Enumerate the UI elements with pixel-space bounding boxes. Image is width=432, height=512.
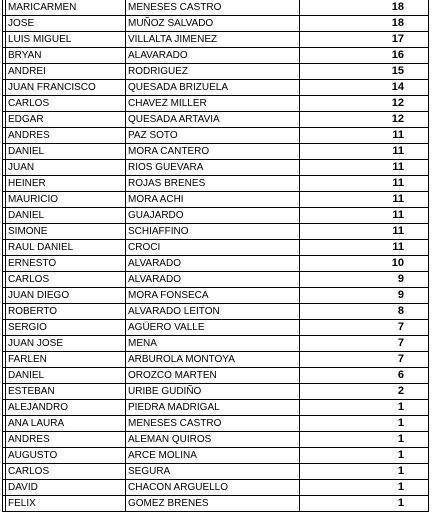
- last-name-cell[interactable]: MENESES CASTRO: [126, 416, 300, 432]
- table-row: [3, 384, 429, 400]
- score-cell[interactable]: 10: [300, 256, 429, 272]
- first-name-cell[interactable]: MARICARMEN: [6, 0, 126, 16]
- last-name-cell[interactable]: MORA CANTERO: [126, 144, 300, 160]
- first-name-cell[interactable]: HEINER: [6, 176, 126, 192]
- score-cell[interactable]: 17: [300, 32, 429, 48]
- table-row: [3, 80, 429, 96]
- last-name-cell[interactable]: MORA FONSECA: [126, 288, 300, 304]
- score-cell[interactable]: 11: [300, 176, 429, 192]
- score-cell[interactable]: 1: [300, 416, 429, 432]
- last-name-cell[interactable]: CHAVEZ MILLER: [126, 96, 300, 112]
- last-name-cell[interactable]: CHACON ARGUELLO: [126, 480, 300, 496]
- table-row: [3, 224, 429, 240]
- first-name-cell[interactable]: JUAN: [6, 160, 126, 176]
- table-row: [3, 304, 429, 320]
- last-name-cell[interactable]: VILLALTA JIMENEZ: [126, 32, 300, 48]
- last-name-cell[interactable]: SEGURA: [126, 464, 300, 480]
- last-name-cell[interactable]: MUÑOZ SALVADO: [126, 16, 300, 32]
- first-name-cell[interactable]: LUIS MIGUEL: [6, 32, 126, 48]
- last-name-cell[interactable]: ALVARADO: [126, 272, 300, 288]
- table-row: [3, 144, 429, 160]
- score-cell[interactable]: 11: [300, 208, 429, 224]
- last-name-cell[interactable]: QUESADA ARTAVIA: [126, 112, 300, 128]
- score-cell[interactable]: 2: [300, 384, 429, 400]
- first-name-cell[interactable]: MAURICIO: [6, 192, 126, 208]
- score-cell[interactable]: 12: [300, 112, 429, 128]
- first-name-cell[interactable]: DANIEL: [6, 144, 126, 160]
- score-cell[interactable]: 11: [300, 128, 429, 144]
- last-name-cell[interactable]: ROJAS BRENES: [126, 176, 300, 192]
- score-cell[interactable]: 11: [300, 240, 429, 256]
- first-name-cell[interactable]: CARLOS: [6, 96, 126, 112]
- first-name-cell[interactable]: JOSE: [6, 16, 126, 32]
- first-name-cell[interactable]: JUAN FRANCISCO: [6, 80, 126, 96]
- first-name-cell[interactable]: JUAN JOSE: [6, 336, 126, 352]
- last-name-cell[interactable]: ALVARADO LEITON: [126, 304, 300, 320]
- score-cell[interactable]: 15: [300, 64, 429, 80]
- last-name-cell[interactable]: RIOS GUEVARA: [126, 160, 300, 176]
- table-row: [3, 272, 429, 288]
- score-cell[interactable]: 1: [300, 448, 429, 464]
- table-row: [3, 128, 429, 144]
- last-name-cell[interactable]: ARBUROLA MONTOYA: [126, 352, 300, 368]
- first-name-cell[interactable]: RAUL DANIEL: [6, 240, 126, 256]
- score-cell[interactable]: 11: [300, 224, 429, 240]
- table-row: [3, 496, 429, 512]
- score-cell[interactable]: 8: [300, 304, 429, 320]
- last-name-cell[interactable]: CROCI: [126, 240, 300, 256]
- first-name-cell[interactable]: BRYAN: [6, 48, 126, 64]
- first-name-cell[interactable]: ANDRES: [6, 128, 126, 144]
- last-name-cell[interactable]: AGÜERO VALLE: [126, 320, 300, 336]
- last-name-cell[interactable]: MORA ACHI: [126, 192, 300, 208]
- table-row: [3, 64, 429, 80]
- score-cell[interactable]: 1: [300, 432, 429, 448]
- first-name-cell[interactable]: CARLOS: [6, 272, 126, 288]
- table-row: [3, 48, 429, 64]
- table-row: [3, 400, 429, 416]
- first-name-cell[interactable]: EDGAR: [6, 112, 126, 128]
- table-row: [3, 320, 429, 336]
- last-name-cell[interactable]: SCHIAFFINO: [126, 224, 300, 240]
- first-name-cell[interactable]: ROBERTO: [6, 304, 126, 320]
- table-row: [3, 416, 429, 432]
- table-row: [3, 432, 429, 448]
- last-name-cell[interactable]: MENA: [126, 336, 300, 352]
- first-name-cell[interactable]: ERNESTO: [6, 256, 126, 272]
- first-name-cell[interactable]: ESTEBAN: [6, 384, 126, 400]
- score-cell[interactable]: 6: [300, 368, 429, 384]
- score-cell[interactable]: 9: [300, 272, 429, 288]
- score-cell[interactable]: 11: [300, 160, 429, 176]
- score-cell[interactable]: 1: [300, 496, 429, 512]
- table-row: [3, 368, 429, 384]
- score-cell[interactable]: 9: [300, 288, 429, 304]
- table-row: [3, 32, 429, 48]
- table-row: [3, 288, 429, 304]
- table-body: [3, 0, 429, 512]
- first-name-cell[interactable]: ANDREI: [6, 64, 126, 80]
- first-name-cell[interactable]: FARLEN: [6, 352, 126, 368]
- score-cell[interactable]: 1: [300, 464, 429, 480]
- score-cell[interactable]: 18: [300, 0, 429, 16]
- first-name-cell[interactable]: JUAN DIEGO: [6, 288, 126, 304]
- last-name-cell[interactable]: ALAVARADO: [126, 48, 300, 64]
- score-cell[interactable]: 11: [300, 192, 429, 208]
- table-row: [3, 176, 429, 192]
- score-cell[interactable]: 11: [300, 144, 429, 160]
- last-name-cell[interactable]: GOMEZ BRENES: [126, 496, 300, 512]
- score-cell[interactable]: 7: [300, 320, 429, 336]
- table-row: [3, 0, 429, 16]
- table-row: [3, 480, 429, 496]
- table-row: [3, 16, 429, 32]
- score-cell[interactable]: 16: [300, 48, 429, 64]
- table-row: [3, 448, 429, 464]
- score-cell[interactable]: 1: [300, 480, 429, 496]
- first-name-cell[interactable]: DANIEL: [6, 208, 126, 224]
- last-name-cell[interactable]: PAZ SOTO: [126, 128, 300, 144]
- last-name-cell[interactable]: PIEDRA MADRIGAL: [126, 400, 300, 416]
- last-name-cell[interactable]: MENESES CASTRO: [126, 0, 300, 16]
- first-name-cell[interactable]: ALEJANDRO: [6, 400, 126, 416]
- first-name-cell[interactable]: FELIX: [6, 496, 126, 512]
- first-name-cell[interactable]: SERGIO: [6, 320, 126, 336]
- last-name-cell[interactable]: QUESADA BRIZUELA: [126, 80, 300, 96]
- score-cell[interactable]: 7: [300, 352, 429, 368]
- last-name-cell[interactable]: ALEMAN QUIROS: [126, 432, 300, 448]
- last-name-cell[interactable]: ARCE MOLINA: [126, 448, 300, 464]
- table-row: [3, 240, 429, 256]
- last-name-cell[interactable]: OROZCO MARTEN: [126, 368, 300, 384]
- score-cell[interactable]: 14: [300, 80, 429, 96]
- table-row: [3, 336, 429, 352]
- table-row: [3, 208, 429, 224]
- score-cell[interactable]: 18: [300, 16, 429, 32]
- score-cell[interactable]: 1: [300, 400, 429, 416]
- first-name-cell[interactable]: DAVID: [6, 480, 126, 496]
- score-cell[interactable]: 7: [300, 336, 429, 352]
- table-row: [3, 160, 429, 176]
- first-name-cell[interactable]: AUGUSTO: [6, 448, 126, 464]
- first-name-cell[interactable]: ANDRES: [6, 432, 126, 448]
- first-name-cell[interactable]: SIMONE: [6, 224, 126, 240]
- last-name-cell[interactable]: GUAJARDO: [126, 208, 300, 224]
- score-cell[interactable]: 12: [300, 96, 429, 112]
- table-row: [3, 192, 429, 208]
- table-row: [3, 256, 429, 272]
- first-name-cell[interactable]: CARLOS: [6, 464, 126, 480]
- first-name-cell[interactable]: DANIEL: [6, 368, 126, 384]
- first-name-cell[interactable]: ANA LAURA: [6, 416, 126, 432]
- last-name-cell[interactable]: URIBE GUDIÑO: [126, 384, 300, 400]
- scores-table: [2, 0, 429, 512]
- last-name-cell[interactable]: RODRIGUEZ: [126, 64, 300, 80]
- table-row: [3, 96, 429, 112]
- table-row: [3, 464, 429, 480]
- last-name-cell[interactable]: ALVARADO: [126, 256, 300, 272]
- table-row: [3, 112, 429, 128]
- table-row: [3, 352, 429, 368]
